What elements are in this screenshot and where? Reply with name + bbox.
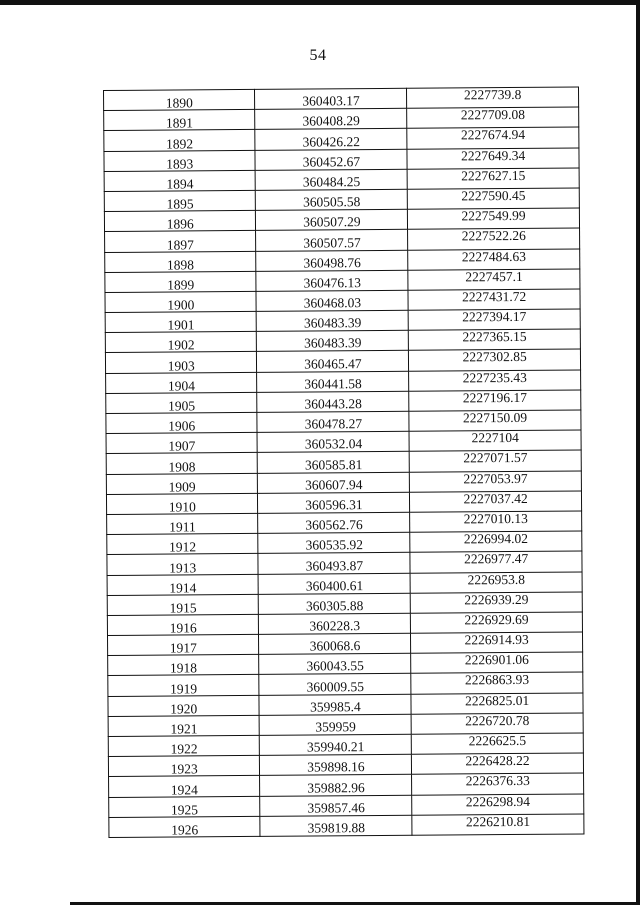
value-b-cell <box>412 814 584 835</box>
value-b-cell <box>411 592 583 613</box>
year-cell <box>106 412 258 433</box>
year-cell-text: 1902 <box>167 337 195 353</box>
value-b-cell <box>411 672 583 693</box>
value-b-cell-text: 2226863.93 <box>464 672 530 688</box>
year-cell-text: 1921 <box>170 721 198 737</box>
value-a-cell-text: 360452.67 <box>302 153 361 170</box>
value-b-cell-text: 2227431.72 <box>462 288 527 305</box>
value-a-cell-text: 360507.29 <box>303 214 361 230</box>
year-cell <box>108 675 260 696</box>
value-a-cell <box>260 714 412 735</box>
year-cell <box>108 756 260 777</box>
value-b-cell-text: 2227549.99 <box>461 208 526 224</box>
value-a-cell-text: 360441.58 <box>304 375 362 392</box>
value-a-cell <box>260 815 412 836</box>
value-b-cell-text: 2227010.13 <box>463 510 528 527</box>
year-cell <box>106 372 258 393</box>
value-b-cell <box>409 450 581 471</box>
value-b-cell <box>411 713 583 734</box>
year-cell <box>104 89 256 110</box>
value-a-cell-text: 360408.29 <box>302 113 360 129</box>
year-cell-text: 1904 <box>167 378 195 394</box>
value-b-cell-text: 2227394.17 <box>462 308 527 325</box>
value-b-cell-text: 2226994.02 <box>463 531 529 547</box>
value-a-cell-text: 360498.76 <box>303 254 361 271</box>
table-body <box>104 87 584 837</box>
value-a-cell <box>256 169 408 190</box>
value-a-cell <box>257 431 409 452</box>
year-cell <box>106 473 258 494</box>
value-b-cell-text: 2227037.42 <box>463 490 528 507</box>
value-b-cell-text: 2226977.47 <box>463 551 529 567</box>
value-a-cell <box>256 270 408 291</box>
year-cell-text: 1890 <box>165 95 193 111</box>
value-b-cell-text: 2227150.09 <box>462 409 528 426</box>
year-cell-text: 1919 <box>170 680 198 697</box>
value-a-cell <box>257 331 409 352</box>
value-b-cell-text: 2227590.45 <box>461 187 526 204</box>
year-cell <box>105 291 257 312</box>
value-b-cell <box>409 430 581 451</box>
value-a-cell <box>256 290 408 311</box>
value-b-cell <box>409 349 581 370</box>
value-b-cell-text: 2227104 <box>471 430 519 446</box>
year-cell <box>109 776 261 797</box>
value-a-cell-text: 360607.94 <box>305 476 363 493</box>
value-b-cell <box>412 753 584 774</box>
value-a-cell <box>260 775 412 796</box>
value-b-cell-text: 2227484.63 <box>461 248 527 264</box>
value-a-cell <box>255 88 407 109</box>
value-a-cell-text: 360305.88 <box>305 597 364 614</box>
value-a-cell-text: 360596.31 <box>305 497 363 513</box>
value-a-cell-text: 359819.88 <box>307 820 366 836</box>
year-cell <box>108 715 260 736</box>
value-b-cell-text: 2226376.33 <box>465 773 530 789</box>
value-b-cell <box>407 107 579 128</box>
year-cell <box>108 655 260 676</box>
year-cell-text: 1914 <box>169 580 197 596</box>
value-b-cell <box>410 551 582 572</box>
value-a-cell <box>255 149 407 170</box>
value-a-cell <box>260 734 412 755</box>
year-cell <box>104 150 256 171</box>
value-b-cell <box>408 188 580 209</box>
value-b-cell-text: 2227053.97 <box>463 470 528 486</box>
value-b-cell-text: 2227235.43 <box>462 369 527 385</box>
value-a-cell-text: 360585.81 <box>304 456 363 473</box>
year-cell <box>107 594 259 615</box>
year-cell <box>107 574 259 595</box>
value-a-cell-text: 360443.28 <box>304 396 362 412</box>
value-b-cell-text: 2227627.15 <box>461 167 526 184</box>
year-cell <box>105 332 257 353</box>
value-b-cell-text: 2226720.78 <box>465 712 530 729</box>
value-b-cell <box>409 410 581 431</box>
year-cell-text: 1926 <box>171 822 199 838</box>
year-cell-text: 1922 <box>170 741 198 757</box>
year-cell-text: 1905 <box>167 398 196 414</box>
year-cell <box>107 634 259 655</box>
year-cell <box>105 352 257 373</box>
year-cell-text: 1894 <box>166 176 194 192</box>
value-b-cell-text: 2227522.26 <box>461 228 526 244</box>
year-cell-text: 1910 <box>168 499 196 515</box>
value-b-cell-text: 2227196.17 <box>462 389 528 406</box>
year-cell-text: 1923 <box>170 761 198 777</box>
value-a-cell <box>260 795 412 816</box>
value-a-cell-text: 360009.55 <box>306 678 365 695</box>
year-cell-text: 1917 <box>169 640 197 656</box>
year-cell-text: 1895 <box>166 196 194 212</box>
value-a-cell <box>258 492 410 513</box>
year-cell <box>107 614 259 635</box>
value-b-cell-text: 2226901.06 <box>464 652 529 668</box>
value-a-cell-text: 360507.57 <box>303 234 361 251</box>
value-b-cell <box>411 632 583 653</box>
value-a-cell <box>256 250 408 271</box>
value-b-cell-text: 2227302.85 <box>462 349 527 365</box>
value-a-cell <box>260 754 412 775</box>
value-a-cell-text: 359898.16 <box>307 759 365 775</box>
value-a-cell <box>257 371 409 392</box>
year-cell <box>106 453 258 474</box>
year-cell <box>104 130 256 151</box>
value-b-cell <box>407 168 579 189</box>
value-a-cell <box>259 694 411 715</box>
value-b-cell-text: 2227674.94 <box>460 127 526 143</box>
value-b-cell <box>408 269 580 290</box>
value-a-cell <box>256 230 408 251</box>
value-a-cell-text: 360468.03 <box>303 295 362 311</box>
year-cell <box>107 513 259 534</box>
value-b-cell-text: 2226428.22 <box>465 753 530 769</box>
value-a-cell-text: 360228.3 <box>309 618 361 634</box>
value-a-cell-text: 360483.39 <box>303 315 362 331</box>
value-a-cell-text: 359940.21 <box>306 739 365 755</box>
value-b-cell <box>408 208 580 229</box>
value-a-cell <box>258 553 410 574</box>
value-a-cell-text: 360562.76 <box>305 517 363 533</box>
value-b-cell <box>409 390 581 411</box>
value-a-cell <box>259 593 411 614</box>
year-cell <box>105 311 257 332</box>
year-cell-text: 1893 <box>166 156 194 172</box>
year-cell <box>104 110 256 131</box>
year-cell <box>106 433 258 454</box>
value-b-cell-text: 2226939.29 <box>464 591 529 608</box>
year-cell-text: 1918 <box>169 660 198 676</box>
year-cell <box>106 493 258 514</box>
value-a-cell <box>257 391 409 412</box>
value-a-cell-text: 360068.6 <box>309 638 361 654</box>
value-a-cell-text: 359882.96 <box>307 779 365 796</box>
year-cell-text: 1896 <box>166 216 194 232</box>
value-b-cell <box>412 773 584 794</box>
year-cell-text: 1892 <box>166 135 194 152</box>
value-a-cell <box>257 310 409 331</box>
value-a-cell-text: 359959 <box>315 719 356 735</box>
value-b-cell <box>407 148 579 169</box>
value-b-cell-text: 2227457.1 <box>465 268 523 285</box>
value-a-cell <box>258 512 410 533</box>
year-cell-text: 1891 <box>165 115 194 131</box>
value-b-cell <box>410 531 582 552</box>
value-b-cell <box>412 733 584 754</box>
value-a-cell <box>258 472 410 493</box>
value-b-cell <box>412 794 584 815</box>
value-a-cell-text: 360484.25 <box>302 174 361 190</box>
value-a-cell-text: 360043.55 <box>306 658 364 674</box>
year-cell-text: 1899 <box>167 277 195 293</box>
data-table <box>103 87 584 838</box>
value-a-cell <box>258 452 410 473</box>
value-b-cell <box>411 693 583 714</box>
year-cell <box>109 796 261 817</box>
year-cell-text: 1920 <box>170 701 198 717</box>
year-cell <box>104 211 256 232</box>
value-b-cell-text: 2226914.93 <box>464 631 529 648</box>
value-a-cell <box>255 108 407 129</box>
year-cell-text: 1900 <box>167 297 195 313</box>
year-cell-text: 1901 <box>167 317 195 333</box>
year-cell <box>105 251 257 272</box>
value-a-cell-text: 360532.04 <box>304 436 363 452</box>
value-b-cell <box>410 511 582 532</box>
value-b-cell-text: 2226210.81 <box>465 813 531 830</box>
value-a-cell <box>258 532 410 553</box>
value-b-cell <box>408 309 580 330</box>
year-cell <box>106 392 258 413</box>
value-a-cell-text: 360426.22 <box>302 133 361 150</box>
value-b-cell-text: 2227365.15 <box>462 329 527 345</box>
value-b-cell <box>411 612 583 633</box>
value-b-cell <box>410 572 582 593</box>
year-cell-text: 1913 <box>169 559 197 576</box>
value-a-cell <box>255 129 407 150</box>
value-b-cell-text: 2226298.94 <box>465 793 530 809</box>
year-cell <box>107 554 259 575</box>
year-cell-text: 1916 <box>169 620 197 636</box>
value-a-cell <box>259 573 411 594</box>
value-a-cell-text: 359985.4 <box>310 698 361 715</box>
year-cell-text: 1898 <box>166 257 195 273</box>
year-cell <box>108 695 260 716</box>
value-a-cell-text: 360505.58 <box>302 194 361 210</box>
value-a-cell <box>259 654 411 675</box>
value-a-cell <box>256 189 408 210</box>
value-b-cell <box>409 329 581 350</box>
year-cell-text: 1911 <box>169 519 196 535</box>
value-a-cell <box>259 674 411 695</box>
year-cell-text: 1897 <box>166 236 194 253</box>
value-a-cell-text: 360483.39 <box>304 335 362 351</box>
year-cell-text: 1909 <box>168 479 196 495</box>
value-a-cell <box>256 209 408 230</box>
year-cell <box>105 271 257 292</box>
value-a-cell-text: 360478.27 <box>304 416 363 432</box>
value-a-cell-text: 360535.92 <box>305 537 363 553</box>
value-b-cell-text: 2226825.01 <box>465 692 530 708</box>
value-a-cell-text: 360403.17 <box>302 93 360 109</box>
value-b-cell <box>408 228 580 249</box>
value-a-cell <box>259 613 411 634</box>
year-cell-text: 1906 <box>168 418 196 434</box>
year-cell-text: 1924 <box>170 781 198 798</box>
value-b-cell-text: 2227071.57 <box>463 450 528 466</box>
year-cell <box>109 816 261 837</box>
value-b-cell-text: 2226953.8 <box>467 571 525 587</box>
year-cell <box>107 533 259 554</box>
value-b-cell-text: 2227649.34 <box>461 147 526 163</box>
value-a-cell-text: 360476.13 <box>303 274 362 291</box>
value-b-cell <box>407 127 579 148</box>
value-b-cell-text: 2226929.69 <box>464 611 529 628</box>
value-a-cell <box>257 351 409 372</box>
value-a-cell-text: 360493.87 <box>305 557 364 574</box>
value-b-cell <box>408 289 580 310</box>
page-number: 54 <box>309 47 327 64</box>
year-cell <box>105 231 257 252</box>
value-b-cell <box>409 370 581 391</box>
value-a-cell-text: 359857.46 <box>307 799 365 816</box>
year-cell <box>104 190 256 211</box>
value-a-cell-text: 360400.61 <box>305 577 364 594</box>
value-b-cell <box>408 249 580 270</box>
value-b-cell-text: 2226625.5 <box>468 732 527 749</box>
year-cell <box>104 170 256 191</box>
value-b-cell-text: 2227739.8 <box>463 86 522 103</box>
data-table-container <box>103 87 584 838</box>
year-cell-text: 1912 <box>169 539 197 555</box>
value-b-cell <box>411 652 583 673</box>
value-a-cell-text: 360465.47 <box>304 355 362 372</box>
value-b-cell <box>407 87 579 108</box>
year-cell-text: 1907 <box>168 438 196 454</box>
year-cell-text: 1915 <box>169 600 197 616</box>
year-cell-text: 1925 <box>170 802 199 818</box>
year-cell <box>108 735 260 756</box>
year-cell-text: 1908 <box>168 458 196 475</box>
value-a-cell <box>257 411 409 432</box>
value-b-cell <box>410 471 582 492</box>
year-cell-text: 1903 <box>167 357 195 374</box>
value-b-cell <box>410 491 582 512</box>
value-a-cell <box>259 633 411 654</box>
value-b-cell-text: 2227709.08 <box>460 107 525 123</box>
